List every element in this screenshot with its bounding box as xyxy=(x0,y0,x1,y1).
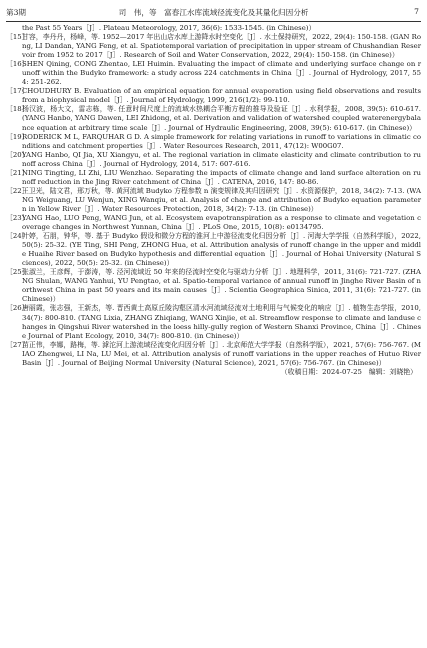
reference-number: ［22］ xyxy=(6,186,29,195)
reference-text: 唐丽霞，张志强，王新杰，等. 晋西黄土高原丘陵沟壑区清水河流域径流对土地利用与气候变化的响应［J］. 植物生态学报，2010, 34(7): 800-810. (TANG Lixia, ZHANG Zhiqiang, WANG Xinjie, et al. Streamflow response to climate and landuse changes in Qingshui River watershed in the loess hilly-gully region of Western Shanxi Province, China［J］. Chinese Journal of Plant Ecology, 2010, 34(7): 800-810. (in Chinese)） xyxy=(22,304,421,340)
reference-number: ［24］ xyxy=(6,232,29,241)
reference-item xyxy=(6,268,421,304)
reference-item xyxy=(6,24,421,33)
reference-item xyxy=(6,33,421,60)
reference-list xyxy=(6,24,421,377)
reference-number: ［17］ xyxy=(6,87,29,96)
reference-number: ［16］ xyxy=(6,60,29,69)
reference-number: ［23］ xyxy=(6,213,29,222)
reference-text: the Past 55 Years［J］. Plateau Meteorology, 2017, 36(6): 1533-1545. (in Chinese)） xyxy=(22,24,316,32)
reference-number: ［27］ xyxy=(6,340,29,349)
reference-number: ［15］ xyxy=(6,33,29,42)
reference-number: ［20］ xyxy=(6,150,29,159)
reference-text: CHOUDHURY B. Evaluation of an empirical equation for annual evaporation using field observations and results from a biophysical model［J］. Journal of Hydrology, 1999, 216(1/2): 99-110. xyxy=(22,87,421,105)
reference-number: ［21］ xyxy=(6,168,29,177)
reference-number: ［18］ xyxy=(6,105,29,114)
reference-text: 叶婷，石朋，钟华，等. 基于 Budyko 假设和微分方程的淮河上中游径流变化归因分析［J］. 河海大学学报（自然科学版），2022, 50(5): 25-32. (YE Ting, SHI Peng, ZHONG Hua, et al. Attribution analysis of runoff change in the upper and middle Huaihe River based on Budyko hypothesis and differential equation［J］. Journal of Hohai University (Natural Sciences), 2022, 50(5): 25-32. (in Chinese)） xyxy=(22,232,421,268)
reference-text: SHEN Qining, CONG Zhentao, LEI Huimin. Evaluating the impact of climate and underlying surface change on runoff within the Budyko framework: a study across 224 catchments in China［J］. Journal of Hydrology, 2017, 554: 251-262. xyxy=(22,60,421,87)
reference-item xyxy=(6,105,421,132)
running-header xyxy=(6,5,421,22)
reference-number: ［25］ xyxy=(6,268,29,277)
running-title: 司 伟，等 富春江水库流域径流变化及其量化归因分析 xyxy=(118,8,309,17)
reference-text: 甘容，李丹丹，杨峰，等. 1952—2017 年出山店水库上游降水时空变化［J］. 水土保持研究，2022, 29(4): 150-158. (GAN Rong, LI Dandan, YANG Feng, et al. Spatiotemporal variation of precipitation in upper stream of Chushandian Reservoir from 1952 to 2017［J］. Research of Soil and Water Conservation, 2022, 29(4): 150-158. (in Chinese)） xyxy=(22,33,421,60)
reference-item xyxy=(6,169,421,187)
reference-item xyxy=(6,133,421,151)
reference-item xyxy=(6,87,421,105)
reference-text: RODERICK M L, FARQUHAR G D. A simple framework for relating variations in runoff to variations in climatic conditions and catchment properties［J］. Water Resources Research, 2011, 47(12): W00G07. xyxy=(22,132,421,150)
reference-item xyxy=(6,60,421,87)
reference-text: YANG Hanbo, QI Jia, XU Xiangyu, et al. The regional variation in climate elasticity and climate contribution to runoff across China［J］. Journal of Hydrology, 2014, 517: 607-616. xyxy=(22,150,421,168)
reference-item xyxy=(6,187,421,214)
reference-number: ［26］ xyxy=(6,304,29,313)
reference-text: NING Tingting, LI Zhi, LIU Wenzhao. Separating the impacts of climate change and land surface alteration on runoff reduction in the Jing River catchment of China［J］. CATENA, 2016, 147: 80-86. xyxy=(22,168,421,186)
reference-text: 王卫光，陆文君，邢万秋，等. 黄河流域 Budyko 方程参数 n 演变规律及其归因研究［J］. 水资源保护，2018, 34(2): 7-13. (WANG Weiguang, LU Wenjun, XING Wanqiu, et al. Analysis of change and attribution of Budyko equation parameter n in Yellow River［J］. Water Resources Protection, 2018, 34(2): 7-13. (in Chinese)） xyxy=(22,186,421,213)
reference-text: 杨汉波，杨大文，雷志栋，等. 任意时间尺度上的流域水热耦合平衡方程的推导及验证［J］. 水利学报，2008, 39(5): 610-617. (YANG Hanbo, YANG Dawen, LEI Zhidong, et al. Derivation and validation of watershed coupled waterenergybalance equation at arbitrary time scale［J］. Journal of Hydraulic Engineering, 2008, 39(5): 610-617. (in Chinese)） xyxy=(22,105,421,132)
reference-text: YANG Hao, LUO Peng, WANG Jun, et al. Ecosystem evapotranspiration as a response to climate and vegetation coverage changes in Northwest Yunnan, China［J］. PLoS One, 2015, 10(8): e0134795. xyxy=(22,213,421,232)
reference-text: 张淑兰，王彦辉，于澎涛，等. 泾河流域近 50 年来的径流时空变化与驱动力分析［J］. 地理科学，2011, 31(6): 721-727. (ZHANG Shulan, WANG Yanhui, YU Pengtao, et al. Spatio-temporal variance of annual runoff in Jinghe River Basin of northwest China in past 50 years and its main causes［J］. Scientia Geographica Sinica, 2011, 31(6): 721-727. (in Chinese)） xyxy=(22,268,421,304)
reference-item xyxy=(6,232,421,268)
reference-item xyxy=(6,151,421,169)
page-number: 7 xyxy=(414,7,419,16)
reference-number: ［19］ xyxy=(6,132,29,141)
reference-text: 苗正伟，李娜，路梅，等. 滹沱河上游流域径流变化归因分析［J］. 北京师范大学学报（自然科学版），2021, 57(6): 756-767. (MIAO Zhengwei, LI Na, LU Mei, et al. Attribution analysis of runoff variations in the upper reaches of Hutuo River Basin［J］. Journal of Beijing Normal University (Natural Science), 2021, 57(6): 756-767. (in Chinese)） xyxy=(22,340,421,367)
reference-item xyxy=(6,304,421,340)
reference-item xyxy=(6,214,421,232)
issue-number: 第3期 xyxy=(6,8,27,17)
reference-item xyxy=(6,341,421,368)
received-date-note: （收稿日期：2024-07-25 编辑：刘晓艳） xyxy=(280,367,417,376)
